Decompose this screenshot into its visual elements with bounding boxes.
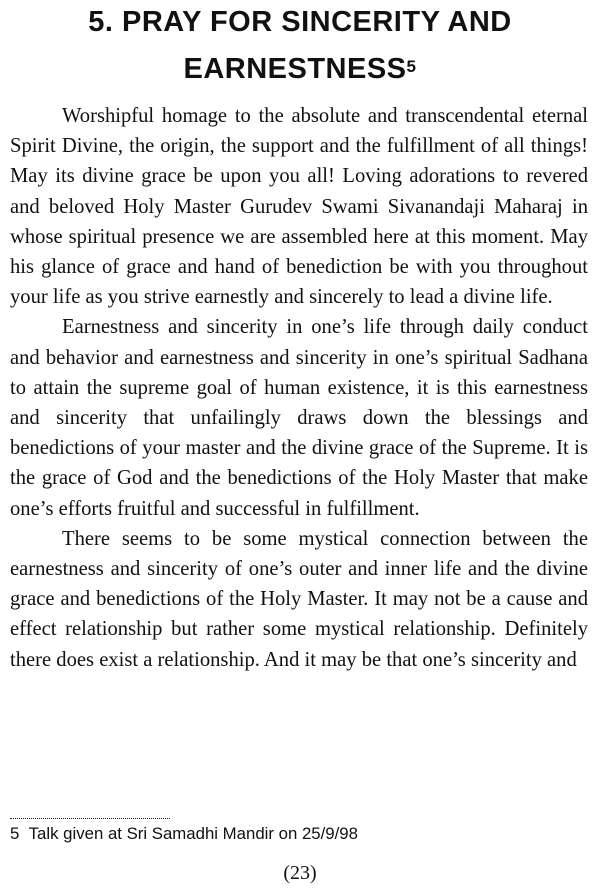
footnote-divider (10, 818, 170, 819)
paragraph-1: Worshipful homage to the absolute and transcendental eternal Spirit Divine, the origin, the support and the fulfillment of all things! May its divine grace be upon you all! Loving adorations to revered and beloved Holy Master Gurudev Swami Sivanandaji Maharaj in whose spiritual presence we are assembled here at this moment. May his glance of grace and hand of benediction be with you throughout your life as you strive earnestly and sincerely to lead a divine life. (10, 105, 588, 309)
chapter-title-line-2 (0, 53, 600, 86)
page-number: (23) (283, 862, 317, 884)
chapter-title-line-1: 5. PRAY FOR SINCERITY AND (88, 6, 512, 38)
footnote-reference: 5 (406, 57, 417, 76)
body-text (10, 101, 588, 675)
paragraph-2: Earnestness and sincerity in one’s life through daily conduct and behavior and earnestness and sincerity in one’s spiritual Sadhana to attain the supreme goal of human existence, it is this earnestness and sincerity that unfailingly draws down the blessings and benedictions of your master and the divine grace of the Supreme. It is the grace of God and the benedictions of the Holy Master that make one’s efforts fruitful and successful in fulfillment. (10, 316, 588, 520)
paragraph-3: There seems to be some mystical connection between the earnestness and sincerity of one’s outer and inner life and the divine grace and benedictions of the Holy Master. It may not be a cause and effect relationship but rather some mystical relationship. Definitely there does exist a relationship. And it may be that one’s sincerity and (10, 527, 588, 671)
footnote-text: Talk given at Sri Samadhi Mandir on 25/9/98 (28, 824, 358, 843)
footnote (10, 823, 358, 845)
footnote-number: 5 (10, 824, 20, 843)
chapter-title-word: EARNESTNESS (183, 53, 407, 85)
